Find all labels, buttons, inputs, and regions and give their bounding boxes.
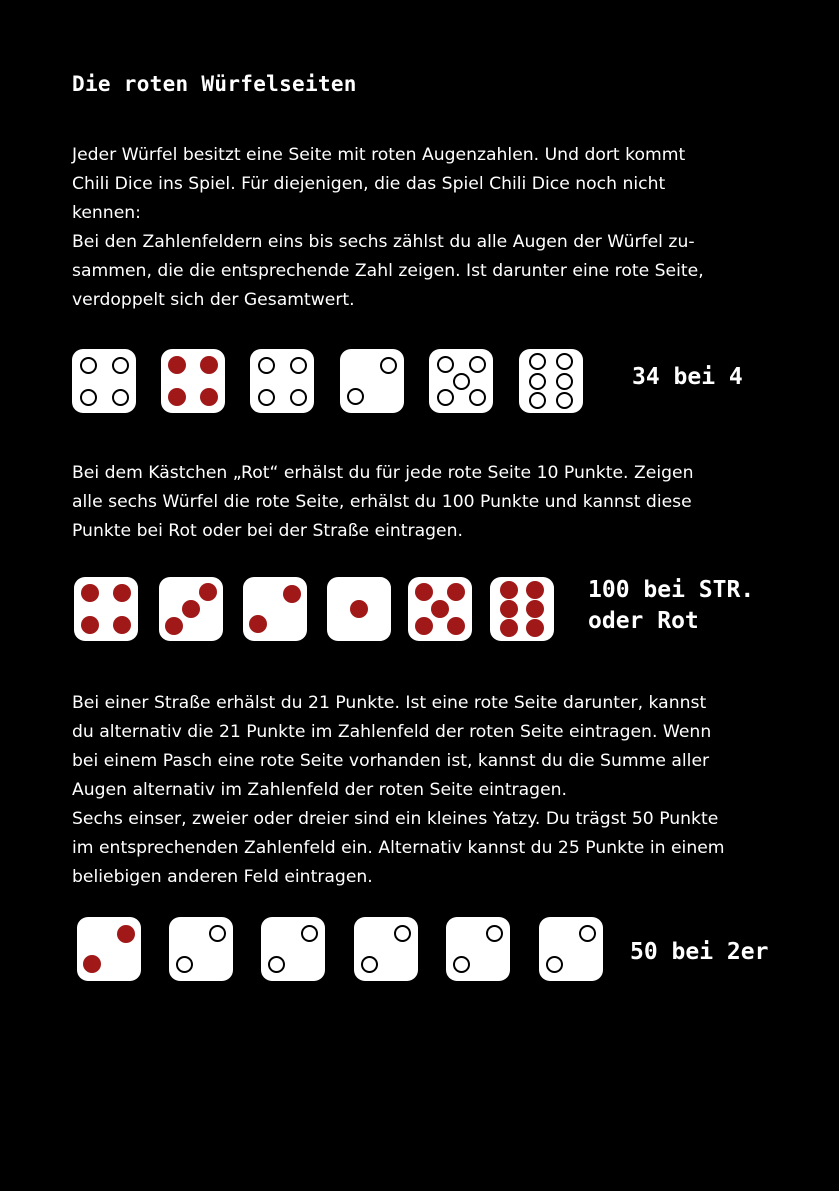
die-pip: [80, 389, 97, 406]
die-pip: [546, 956, 563, 973]
strasse-paragraph: [72, 689, 772, 892]
die-pip: [168, 388, 186, 406]
die-pip: [83, 955, 101, 973]
die-pip: [113, 584, 131, 602]
die-pip: [182, 600, 200, 618]
die-pip: [200, 356, 218, 374]
result-line: 100 bei STR.: [588, 577, 755, 603]
die-five: [429, 349, 493, 413]
example-1-result: [632, 362, 743, 393]
text-line: Bei den Zahlenfeldern eins bis sechs zählst du alle Augen der Würfel zu-: [72, 232, 695, 252]
die-three-red: [159, 577, 223, 641]
die-four: [250, 349, 314, 413]
die-two-red: [77, 917, 141, 981]
die-pip: [526, 581, 544, 599]
text-line: Bei dem Kästchen „Rot“ erhälst du für jede rote Seite 10 Punkte. Zeigen: [72, 463, 694, 483]
die-pip: [113, 616, 131, 634]
die-pip: [556, 392, 573, 409]
die-pip: [209, 925, 226, 942]
die-pip: [415, 617, 433, 635]
die-one-red: [327, 577, 391, 641]
die-pip: [500, 619, 518, 637]
die-pip: [453, 956, 470, 973]
die-four-red: [74, 577, 138, 641]
text-line: beliebigen anderen Feld eintragen.: [72, 867, 373, 887]
die-pip: [347, 388, 364, 405]
die-pip: [526, 600, 544, 618]
die-pip: [117, 925, 135, 943]
die-pip: [176, 956, 193, 973]
result-line: 34 bei 4: [632, 364, 743, 390]
die-four: [72, 349, 136, 413]
text-line: Chili Dice ins Spiel. Für diejenigen, die das Spiel Chili Dice noch nicht: [72, 174, 666, 194]
text-line: bei einem Pasch eine rote Seite vorhanden ist, kannst du die Summe aller: [72, 751, 710, 771]
page-title: Die roten Würfelseiten: [72, 72, 357, 96]
die-pip: [258, 389, 275, 406]
die-pip: [165, 617, 183, 635]
die-five-red: [408, 577, 472, 641]
text-line: im entsprechenden Zahlenfeld ein. Alternativ kannst du 25 Punkte in einem: [72, 838, 725, 858]
intro-paragraph: [72, 141, 772, 315]
die-two: [340, 349, 404, 413]
die-pip: [81, 584, 99, 602]
result-line: 50 bei 2er: [630, 939, 769, 965]
die-pip: [437, 389, 454, 406]
die-pip: [469, 389, 486, 406]
die-pip: [112, 389, 129, 406]
die-pip: [290, 357, 307, 374]
die-pip: [437, 356, 454, 373]
die-two: [446, 917, 510, 981]
die-two: [169, 917, 233, 981]
die-pip: [268, 956, 285, 973]
die-two: [261, 917, 325, 981]
die-four-red: [161, 349, 225, 413]
die-pip: [350, 600, 368, 618]
rot-paragraph: [72, 459, 772, 546]
die-pip: [447, 583, 465, 601]
die-pip: [394, 925, 411, 942]
die-pip: [168, 356, 186, 374]
text-line: verdoppelt sich der Gesamtwert.: [72, 290, 355, 310]
text-line: kennen:: [72, 203, 141, 223]
die-pip: [80, 357, 97, 374]
die-pip: [529, 353, 546, 370]
die-pip: [258, 357, 275, 374]
text-line: Sechs einser, zweier oder dreier sind ein kleines Yatzy. Du trägst 50 Punkte: [72, 809, 719, 829]
die-pip: [431, 600, 449, 618]
die-pip: [556, 353, 573, 370]
die-pip: [200, 388, 218, 406]
die-pip: [199, 583, 217, 601]
die-pip: [500, 581, 518, 599]
die-six-red: [490, 577, 554, 641]
die-pip: [290, 389, 307, 406]
die-pip: [529, 373, 546, 390]
die-pip: [447, 617, 465, 635]
text-line: sammen, die die entsprechende Zahl zeigen. Ist darunter eine rote Seite,: [72, 261, 704, 281]
die-pip: [301, 925, 318, 942]
example-3-result: [630, 937, 768, 968]
die-pip: [283, 585, 301, 603]
text-line: Augen alternativ im Zahlenfeld der roten Seite eintragen.: [72, 780, 567, 800]
result-line: oder Rot: [588, 608, 699, 634]
example-2-result: [588, 575, 754, 637]
die-pip: [81, 616, 99, 634]
text-line: Punkte bei Rot oder bei der Straße eintragen.: [72, 521, 463, 541]
text-line: Jeder Würfel besitzt eine Seite mit roten Augenzahlen. Und dort kommt: [72, 145, 686, 165]
die-pip: [415, 583, 433, 601]
die-pip: [361, 956, 378, 973]
die-pip: [529, 392, 546, 409]
text-line: Bei einer Straße erhälst du 21 Punkte. Ist eine rote Seite darunter, kannst: [72, 693, 707, 713]
die-two-red: [243, 577, 307, 641]
die-pip: [453, 373, 470, 390]
text-line: alle sechs Würfel die rote Seite, erhälst du 100 Punkte und kannst diese: [72, 492, 692, 512]
text-line: du alternativ die 21 Punkte im Zahlenfeld der roten Seite eintragen. Wenn: [72, 722, 712, 742]
die-pip: [249, 615, 267, 633]
die-pip: [469, 356, 486, 373]
die-pip: [579, 925, 596, 942]
die-pip: [500, 600, 518, 618]
die-two: [539, 917, 603, 981]
die-pip: [486, 925, 503, 942]
die-pip: [380, 357, 397, 374]
die-pip: [526, 619, 544, 637]
die-pip: [112, 357, 129, 374]
die-pip: [556, 373, 573, 390]
die-two: [354, 917, 418, 981]
die-six: [519, 349, 583, 413]
